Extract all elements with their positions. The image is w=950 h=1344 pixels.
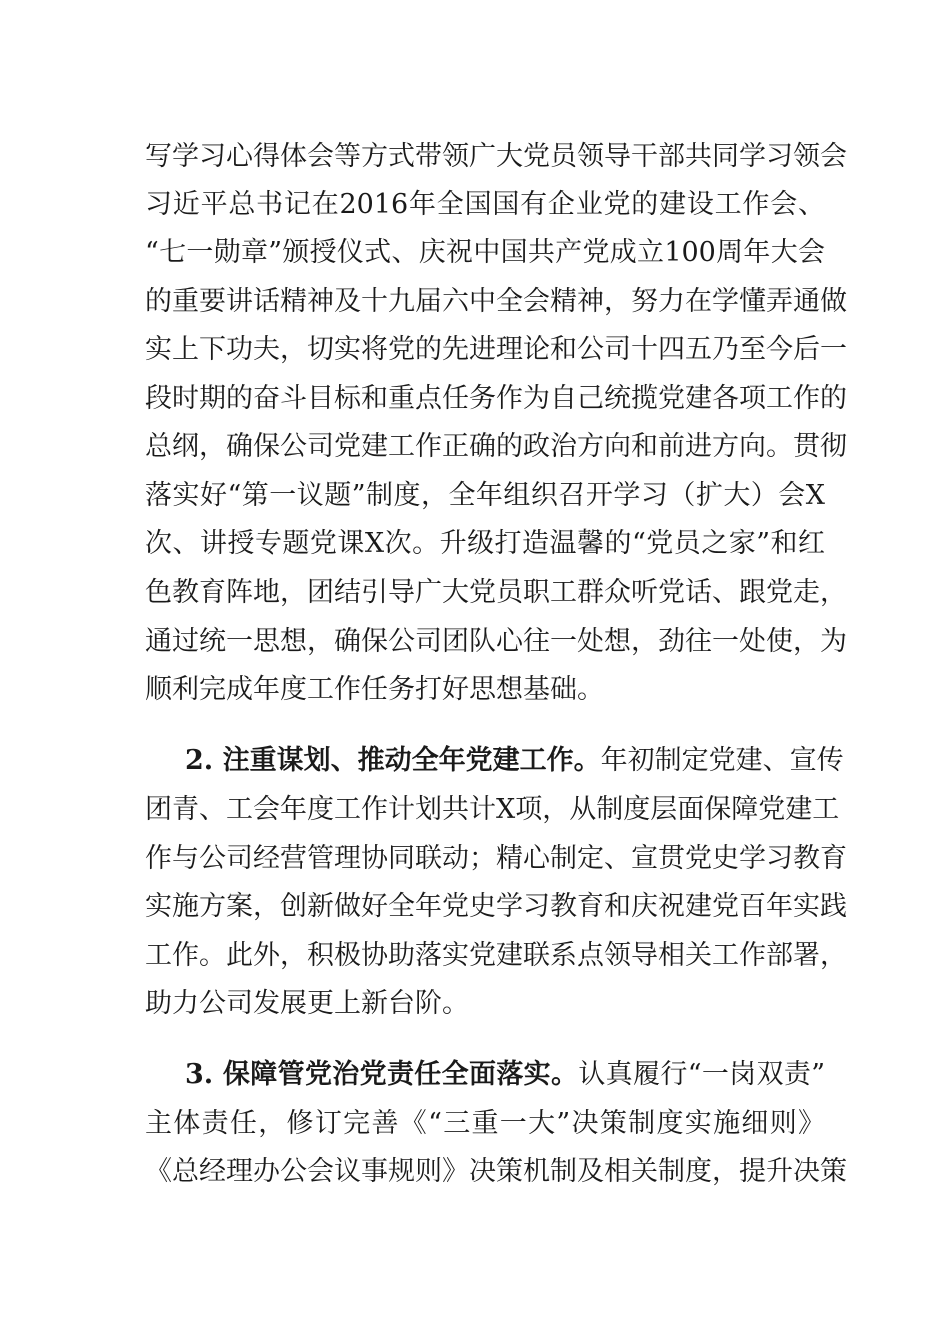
paragraph-line: 主体责任，修订完善《“三重一大”决策制度实施细则》: [145, 1108, 825, 1139]
paragraph-first-line: [185, 1055, 825, 1095]
paragraph-line: 习近平总书记在2016年全国国有企业党的建设工作会、: [145, 189, 825, 220]
paragraph-line: 落实好“第一议题”制度，全年组织召开学习（扩大）会X: [145, 480, 825, 511]
paragraph-line: 实施方案，创新做好全年党史学习教育和庆祝建党百年实践: [145, 891, 847, 922]
paragraph-line: 写学习心得体会等方式带领广大党员领导干部共同学习领会: [145, 141, 847, 172]
paragraph-heading: 2. 注重谋划、推动全年党建工作。: [185, 745, 601, 776]
paragraph-line: 通过统一思想，确保公司团队心往一处想，劲往一处使，为: [145, 626, 847, 657]
paragraph-text: 认真履行“一岗双责”: [578, 1059, 826, 1090]
paragraph-line: 助力公司发展更上新台阶。: [145, 988, 469, 1019]
paragraph-line: 顺利完成年度工作任务打好思想基础。: [145, 674, 604, 705]
paragraph-line: 实上下功夫，切实将党的先进理论和公司十四五乃至今后一: [145, 334, 847, 365]
paragraph-heading: 3. 保障管党治党责任全面落实。: [185, 1059, 579, 1090]
paragraph-line: 团青、工会年度工作计划共计X项，从制度层面保障党建工: [145, 794, 840, 825]
paragraph-first-line: [185, 741, 844, 781]
paragraph-line: “七一勋章”颁授仪式、庆祝中国共产党成立100周年大会: [145, 237, 825, 268]
paragraph-text: 年初制定党建、宣传: [600, 745, 844, 776]
paragraph-line: 《总经理办公会议事规则》决策机制及相关制度，提升决策: [145, 1156, 847, 1187]
paragraph-line: 色教育阵地，团结引导广大党员职工群众听党话、跟党走，: [145, 577, 847, 608]
paragraph-line: 次、讲授专题党课X次。升级打造温馨的“党员之家”和红: [145, 528, 825, 559]
paragraph-line: 的重要讲话精神及十九届六中全会精神，努力在学懂弄通做: [145, 286, 847, 317]
paragraph-line: 总纲，确保公司党建工作正确的政治方向和前进方向。贯彻: [145, 431, 847, 462]
paragraph-line: 段时期的奋斗目标和重点任务作为自己统揽党建各项工作的: [145, 383, 847, 414]
paragraph-line: 工作。此外，积极协助落实党建联系点领导相关工作部署，: [145, 940, 847, 971]
paragraph-line: 作与公司经营管理协同联动；精心制定、宣贯党史学习教育: [145, 843, 847, 874]
